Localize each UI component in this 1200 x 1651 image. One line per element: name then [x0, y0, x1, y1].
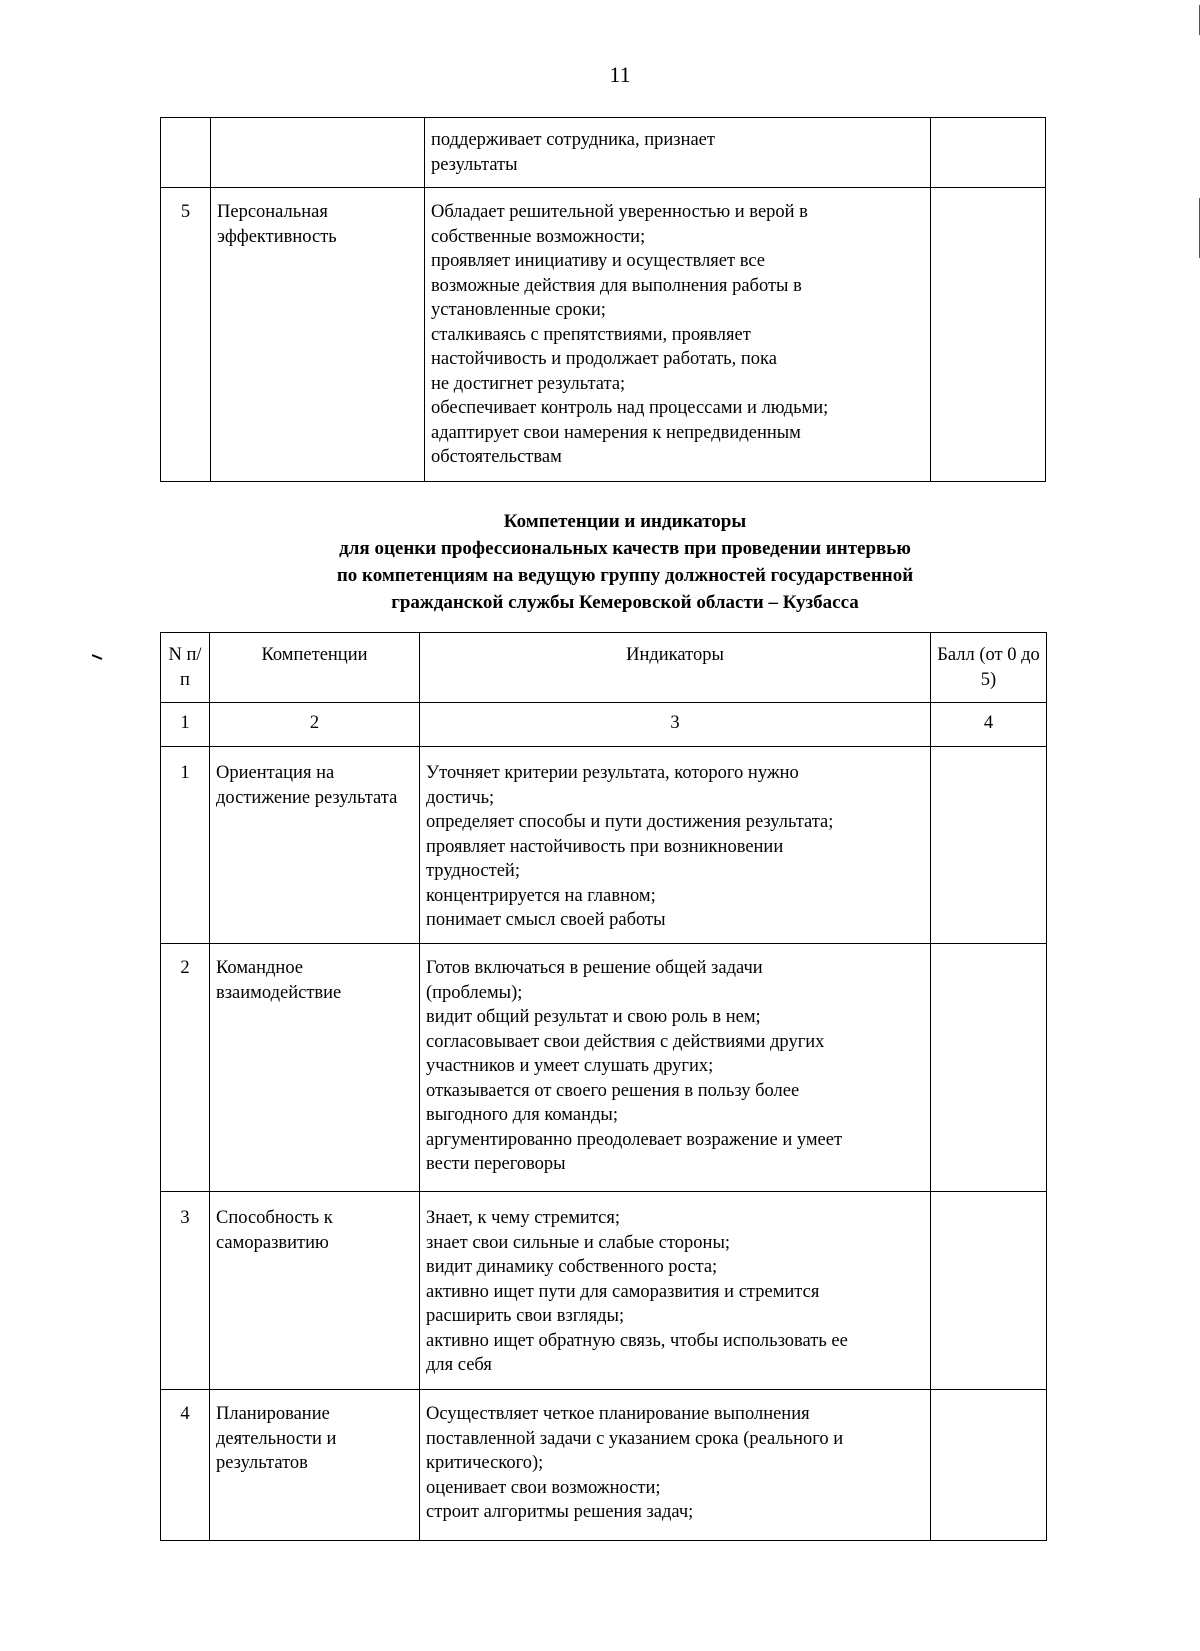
- indicator-line: Осуществляет четкое планирование выполнения: [426, 1404, 810, 1424]
- indicator-line: сталкиваясь с препятствиями, проявляет: [431, 324, 751, 345]
- indicators-cell: [420, 1192, 931, 1390]
- indicator-line: (проблемы);: [426, 982, 523, 1003]
- heading-line: гражданской службы Кемеровской области – Кузбасса: [391, 592, 859, 613]
- indicator-line: вести переговоры: [426, 1154, 566, 1174]
- indicator-line: проявляет настойчивость при возникновении: [426, 836, 784, 857]
- column-number: 2: [210, 703, 420, 747]
- indicator-line: поддерживает сотрудника, признает: [431, 130, 715, 150]
- competency-name: Способность к саморазвитию: [210, 1192, 420, 1390]
- indicator-line: знает свои сильные и слабые стороны;: [426, 1232, 731, 1253]
- indicators-cell: [425, 118, 931, 188]
- indicator-line: Готов включаться в решение общей задачи: [426, 958, 763, 978]
- score-cell: [931, 944, 1047, 1192]
- score-cell: [931, 1192, 1047, 1390]
- section-heading: [200, 508, 1050, 616]
- indicator-line: Обладает решительной уверенностью и верой в: [431, 202, 808, 222]
- competency-name: Персональная эффективность: [211, 188, 425, 482]
- indicator-line: возможные действия для выполнения работы в: [431, 275, 802, 296]
- indicator-line: определяет способы и пути достижения результата;: [426, 812, 834, 832]
- scan-mark-icon: [92, 654, 104, 660]
- row-number: 4: [161, 1390, 210, 1541]
- indicator-line: активно ищет пути для саморазвития и стремится: [426, 1281, 820, 1302]
- table-row: [161, 1390, 1047, 1541]
- table-row: [161, 118, 1046, 188]
- row-number: 1: [161, 747, 210, 944]
- indicator-line: обеспечивает контроль над процессами и людьми;: [431, 398, 829, 418]
- column-number: 4: [931, 703, 1047, 747]
- indicator-line: расширить свои взгляды;: [426, 1306, 625, 1326]
- score-cell: [931, 1390, 1047, 1541]
- header-indicators: Индикаторы: [420, 633, 931, 703]
- competency-table-continued: [160, 117, 1046, 482]
- indicator-line: концентрируется на главном;: [426, 885, 656, 906]
- score-cell: [931, 188, 1046, 482]
- heading-line: Компетенции и индикаторы: [503, 511, 747, 532]
- heading-line: для оценки профессиональных качеств при проведении интервью: [339, 538, 911, 559]
- indicator-line: Знает, к чему стремится;: [426, 1208, 621, 1228]
- indicator-line: проявляет инициативу и осуществляет все: [431, 251, 766, 271]
- heading-line: по компетенциям на ведущую группу должностей государственной: [336, 565, 914, 586]
- indicator-line: достичь;: [426, 787, 495, 808]
- column-number: 3: [420, 703, 931, 747]
- indicator-line: согласовывает свои действия с действиями других: [426, 1031, 825, 1052]
- score-cell: [931, 118, 1046, 188]
- indicator-line: адаптирует свои намерения к непредвиденным: [431, 422, 801, 443]
- indicator-line: не достигнет результата;: [431, 373, 626, 394]
- table-row: [161, 188, 1046, 482]
- indicator-line: критического);: [426, 1453, 544, 1473]
- indicator-line: участников и умеет слушать других;: [426, 1056, 714, 1076]
- page-number: 11: [609, 62, 631, 87]
- indicators-cell: [420, 944, 931, 1192]
- indicator-line: для себя: [426, 1355, 492, 1375]
- competency-name: Планирование деятельности и результатов: [210, 1390, 420, 1541]
- indicator-line: установленные сроки;: [431, 300, 606, 320]
- indicator-line: строит алгоритмы решения задач;: [426, 1502, 694, 1522]
- header-num: N п/п: [161, 633, 210, 703]
- score-cell: [931, 747, 1047, 944]
- indicator-line: трудностей;: [426, 861, 520, 881]
- column-number-row: [161, 703, 1047, 747]
- indicators-cell: [420, 1390, 931, 1541]
- indicators-cell: [425, 188, 931, 482]
- indicator-line: результаты: [431, 154, 518, 175]
- competency-name: Командное взаимодействие: [210, 944, 420, 1192]
- indicator-line: обстоятельствам: [431, 447, 562, 467]
- indicator-line: активно ищет обратную связь, чтобы использовать ее: [426, 1330, 848, 1351]
- indicator-line: собственные возможности;: [431, 226, 646, 247]
- table-row: [161, 747, 1047, 944]
- indicator-line: видит динамику собственного роста;: [426, 1257, 718, 1277]
- indicator-line: понимает смысл своей работы: [426, 910, 666, 930]
- indicator-line: аргументированно преодолевает возражение и умеет: [426, 1129, 843, 1150]
- row-number: 5: [161, 188, 211, 482]
- column-number: 1: [161, 703, 210, 747]
- table-header-row: [161, 633, 1047, 703]
- indicator-line: выгодного для команды;: [426, 1105, 618, 1125]
- indicator-line: оценивает свои возможности;: [426, 1477, 661, 1498]
- row-number: [161, 118, 211, 188]
- indicator-line: поставленной задачи с указанием срока (реального и: [426, 1428, 844, 1449]
- competency-name: [211, 118, 425, 188]
- table-row: [161, 944, 1047, 1192]
- indicator-line: видит общий результат и свою роль в нем;: [426, 1007, 761, 1027]
- competency-name: Ориентация на достижение результата: [210, 747, 420, 944]
- indicator-line: отказывается от своего решения в пользу более: [426, 1080, 800, 1101]
- indicators-cell: [420, 747, 931, 944]
- header-competency: Компетенции: [210, 633, 420, 703]
- table-row: [161, 1192, 1047, 1390]
- indicator-line: Уточняет критерии результата, которого нужно: [426, 763, 799, 783]
- indicator-line: настойчивость и продолжает работать, пока: [431, 349, 777, 369]
- competency-indicators-table: [160, 632, 1047, 1541]
- row-number: 3: [161, 1192, 210, 1390]
- header-score: Балл (от 0 до 5): [931, 633, 1047, 703]
- row-number: 2: [161, 944, 210, 1192]
